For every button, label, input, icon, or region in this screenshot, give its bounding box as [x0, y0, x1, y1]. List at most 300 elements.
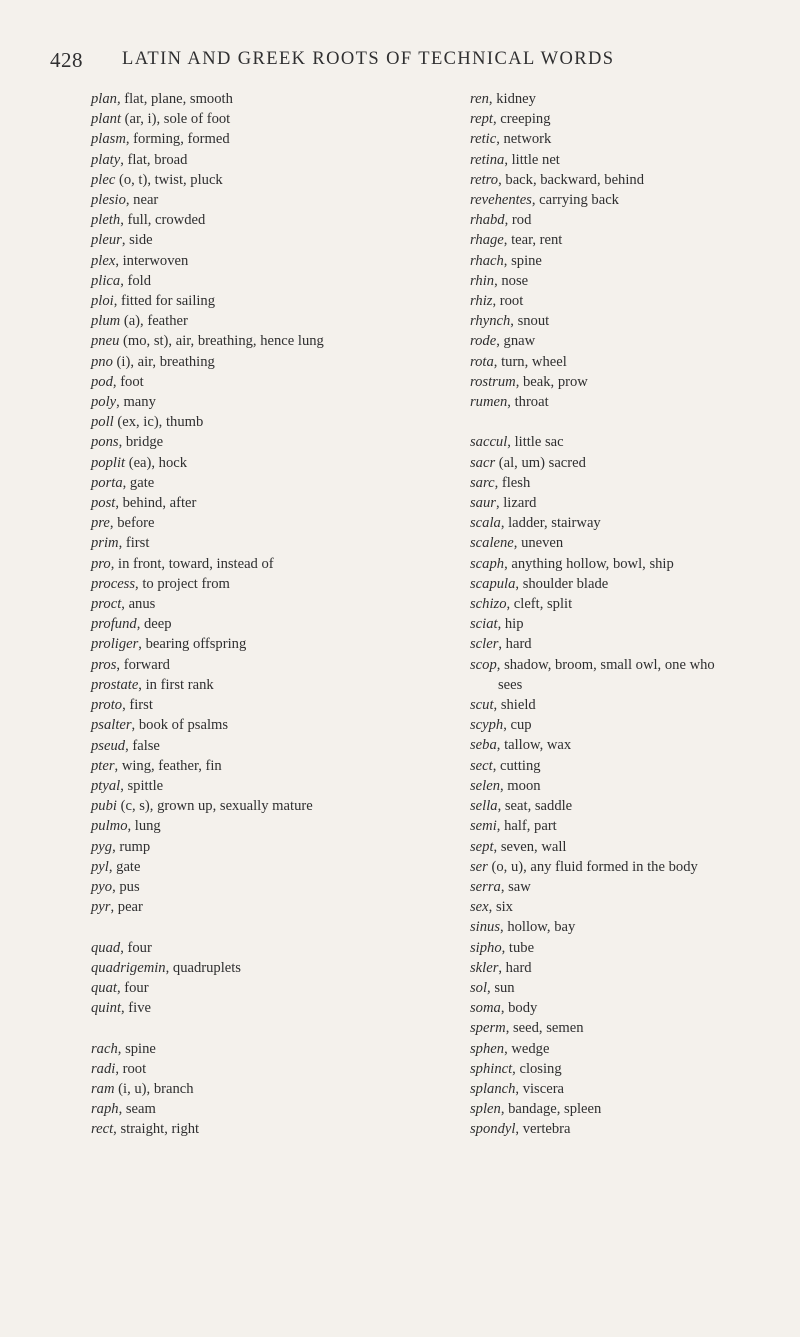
entry-root: rota	[470, 353, 494, 370]
entry-definition: , spittle	[120, 777, 164, 794]
glossary-entry	[91, 190, 421, 210]
entry-root: sphinct	[470, 1060, 513, 1077]
glossary-entry	[470, 372, 790, 392]
glossary-entry	[470, 331, 790, 351]
entry-definition: (i), air, breathing	[112, 353, 215, 370]
entry-root: plasm	[91, 131, 126, 148]
glossary-entry	[470, 735, 790, 755]
entry-root: pyg	[91, 838, 113, 855]
entry-root: rept	[470, 111, 493, 128]
entry-root: rhage	[470, 232, 504, 249]
left-column	[91, 89, 421, 1140]
entry-root: pleur	[91, 232, 122, 249]
entry-root: saur	[470, 495, 496, 512]
entry-definition: , cup	[503, 717, 532, 734]
entry-root: rumen	[470, 394, 508, 411]
entry-root: sinus	[470, 919, 501, 936]
entry-root: poly	[91, 394, 117, 411]
entry-definition: , anus	[121, 596, 156, 613]
entry-root: retic	[470, 131, 497, 148]
glossary-entry	[91, 837, 421, 857]
entry-definition: , seam	[118, 1101, 156, 1118]
entry-definition: (al, um) sacred	[495, 454, 586, 471]
entry-root: psalter	[91, 717, 132, 734]
entry-definition: , spine	[117, 1040, 156, 1057]
entry-root: scut	[470, 697, 494, 714]
entry-root: splanch	[470, 1080, 516, 1097]
glossary-entry	[91, 331, 421, 351]
entry-definition: , seat, saddle	[497, 798, 573, 815]
entry-root: raph	[91, 1101, 119, 1118]
section-gap	[470, 412, 790, 432]
entry-root: sept	[470, 838, 494, 855]
entry-definition: , fitted for sailing	[113, 293, 216, 310]
entry-root: porta	[91, 474, 123, 491]
glossary-entry	[91, 150, 421, 170]
entry-definition: , near	[125, 192, 159, 209]
entry-definition: , creeping	[492, 111, 551, 128]
entry-root: quad	[91, 939, 121, 956]
entry-definition: , uneven	[513, 535, 564, 552]
entry-definition: , gate	[122, 474, 155, 491]
entry-root: rhynch	[470, 313, 511, 330]
entry-definition: , beak, prow	[515, 373, 588, 390]
entry-root: rostrum	[470, 373, 516, 390]
entry-root: plec	[91, 171, 116, 188]
entry-definition: , many	[116, 394, 156, 411]
entry-root: pno	[91, 353, 113, 370]
glossary-entry	[470, 311, 790, 331]
glossary-entry	[91, 574, 421, 594]
entry-root: pyl	[91, 858, 109, 875]
entry-definition: , interwoven	[115, 252, 189, 269]
glossary-entry	[470, 715, 790, 735]
entry-definition: , gnaw	[496, 333, 536, 350]
glossary-entry	[91, 271, 421, 291]
glossary-entry	[91, 1099, 421, 1119]
entry-root: quat	[91, 979, 117, 996]
entry-root: sciat	[470, 616, 498, 633]
entry-definition: , root	[115, 1060, 147, 1077]
glossary-entry	[470, 938, 790, 958]
entry-definition: , nose	[494, 272, 529, 289]
glossary-entry	[91, 392, 421, 412]
glossary-entry	[470, 352, 790, 372]
entry-root: rode	[470, 333, 497, 350]
entry-root: rach	[91, 1040, 118, 1057]
glossary-entry	[470, 1039, 790, 1059]
entry-root: rhin	[470, 272, 495, 289]
glossary-entry	[470, 917, 790, 937]
entry-definition: , wedge	[504, 1040, 550, 1057]
entry-root: proliger	[91, 636, 139, 653]
entry-definition: , pus	[112, 878, 140, 895]
glossary-entry	[470, 695, 790, 715]
entry-definition: , in front, toward, instead of	[110, 555, 274, 572]
entry-definition: , shield	[493, 697, 536, 714]
entry-root: radi	[91, 1060, 116, 1077]
entry-definition: , behind, after	[115, 495, 197, 512]
entry-definition: (a), feather	[120, 313, 188, 330]
glossary-entry	[91, 109, 421, 129]
entry-definition: (o, t), twist, pluck	[115, 171, 223, 188]
glossary-entry	[91, 756, 421, 776]
entry-root: pros	[91, 656, 117, 673]
glossary-entry	[91, 594, 421, 614]
glossary-entry	[470, 271, 790, 291]
entry-definition: , lizard	[495, 495, 537, 512]
entry-definition: , carrying back	[531, 192, 619, 209]
entry-root: scler	[470, 636, 499, 653]
entry-root: prostate	[91, 676, 139, 693]
glossary-entry	[470, 857, 790, 877]
entry-root: seba	[470, 737, 497, 754]
entry-root: ram	[91, 1080, 115, 1097]
entry-definition: , flesh	[494, 474, 531, 491]
entry-root: ren	[470, 91, 489, 107]
entry-definition: , six	[488, 899, 513, 916]
entry-root: sella	[470, 798, 498, 815]
entry-definition: , forming, formed	[125, 131, 230, 148]
entry-definition: , cutting	[492, 757, 541, 774]
glossary-entry	[470, 493, 790, 513]
entry-definition: , rod	[504, 212, 532, 229]
glossary-entry	[91, 352, 421, 372]
entry-root: schizo	[470, 596, 507, 613]
glossary-entry	[91, 533, 421, 553]
glossary-entry	[91, 614, 421, 634]
entry-definition: , little net	[504, 151, 560, 168]
entry-root: poll	[91, 414, 114, 431]
entry-root: scyph	[470, 717, 504, 734]
glossary-entry	[91, 857, 421, 877]
glossary-entry	[470, 1079, 790, 1099]
glossary-entry	[91, 675, 421, 695]
entry-root: rect	[91, 1121, 114, 1138]
entry-root: pod	[91, 373, 113, 390]
glossary-entry	[91, 251, 421, 271]
glossary-entry	[91, 634, 421, 654]
entry-definition: , five	[121, 1000, 151, 1017]
entry-definition: , hard	[498, 959, 532, 976]
entry-definition: , network	[496, 131, 552, 148]
entry-definition: (mo, st), air, breathing, hence lung	[119, 333, 324, 350]
entry-root: rhabd	[470, 212, 505, 229]
entry-root: ser	[470, 858, 488, 875]
entry-definition: , moon	[500, 777, 541, 794]
glossary-entry	[470, 129, 790, 149]
glossary-entry	[91, 554, 421, 574]
glossary-entry	[470, 958, 790, 978]
glossary-entry	[91, 776, 421, 796]
glossary-entry	[470, 190, 790, 210]
entry-root: scalene	[470, 535, 514, 552]
entry-root: soma	[470, 1000, 501, 1017]
entry-root: serra	[470, 878, 501, 895]
entry-root: scala	[470, 515, 501, 532]
entry-root: plum	[91, 313, 121, 330]
entry-root: pleth	[91, 212, 121, 229]
glossary-entry	[91, 1059, 421, 1079]
glossary-entry	[470, 776, 790, 796]
glossary-entry	[470, 473, 790, 493]
glossary-entry	[91, 230, 421, 250]
entry-definition: , root	[492, 293, 524, 310]
glossary-entry	[91, 816, 421, 836]
glossary-entry	[470, 1119, 790, 1139]
entry-root: revehentes	[470, 192, 532, 209]
entry-root: skler	[470, 959, 499, 976]
entry-definition: , gate	[108, 858, 141, 875]
glossary-entry	[470, 574, 790, 594]
entry-root: pulmo	[91, 818, 128, 835]
glossary-entry	[470, 837, 790, 857]
entry-root: plica	[91, 272, 121, 289]
glossary-entry	[91, 796, 421, 816]
entry-definition: , rump	[112, 838, 151, 855]
entry-root: pyr	[91, 899, 111, 916]
glossary-entry	[91, 736, 421, 756]
glossary-entry	[470, 634, 790, 654]
right-column	[470, 89, 790, 1140]
entry-definition: , shoulder blade	[515, 575, 609, 592]
entry-definition: , body	[500, 1000, 538, 1017]
glossary-entry	[470, 554, 790, 574]
entry-definition: , hip	[497, 616, 524, 633]
page-header	[50, 48, 750, 78]
entry-definition: , full, crowded	[120, 212, 206, 229]
entry-definition: , wing, feather, fin	[114, 757, 222, 774]
entry-definition: (c, s), grown up, sexually mature	[116, 798, 313, 815]
entry-root: plesio	[91, 192, 126, 209]
section-gap	[91, 917, 421, 937]
glossary-entry	[91, 958, 421, 978]
entry-root: platy	[91, 151, 121, 168]
entry-definition: , flat, broad	[120, 151, 188, 168]
entry-root: plant	[91, 111, 121, 128]
glossary-entry	[470, 170, 790, 190]
entry-definition: , tallow, wax	[496, 737, 572, 754]
entry-root: scaph	[470, 555, 505, 572]
entry-root: sipho	[470, 939, 502, 956]
entry-definition: (ar, i), sole of foot	[121, 111, 231, 128]
entry-root: poplit	[91, 454, 126, 471]
glossary-entry	[91, 311, 421, 331]
entry-definition: (i, u), branch	[114, 1080, 194, 1097]
entry-definition: , closing	[512, 1060, 562, 1077]
glossary-entry	[470, 675, 790, 695]
entry-definition: , first	[118, 535, 150, 552]
glossary-entry	[91, 998, 421, 1018]
glossary-entry	[91, 938, 421, 958]
entry-definition: , before	[109, 515, 155, 532]
glossary-entry	[470, 1099, 790, 1119]
glossary-entry	[470, 1059, 790, 1079]
entry-definition: , throat	[507, 394, 549, 411]
glossary-entry	[91, 655, 421, 675]
entry-root: semi	[470, 818, 497, 835]
entry-definition: , hard	[498, 636, 532, 653]
entry-root: sex	[470, 899, 489, 916]
glossary-entry	[91, 1119, 421, 1139]
glossary-entry	[470, 392, 790, 412]
entry-root: sol	[470, 979, 488, 996]
entry-root: quint	[91, 1000, 121, 1017]
entry-root: pro	[91, 555, 111, 572]
entry-root: spondyl	[470, 1121, 516, 1138]
entry-definition: , bridge	[118, 434, 164, 451]
entry-root: post	[91, 495, 116, 512]
entry-root: pyo	[91, 878, 113, 895]
glossary-entry	[91, 210, 421, 230]
glossary-entry	[91, 129, 421, 149]
glossary-entry	[470, 533, 790, 553]
glossary-entry	[91, 493, 421, 513]
entry-definition: , to project from	[135, 575, 230, 592]
glossary-entry	[91, 1079, 421, 1099]
glossary-entry	[91, 897, 421, 917]
entry-definition: , anything hollow, bowl, ship	[504, 555, 674, 572]
entry-root: proct	[91, 596, 122, 613]
entry-definition: (ex, ic), thumb	[113, 414, 204, 431]
entry-definition: , in first rank	[138, 676, 214, 693]
glossary-entry	[91, 513, 421, 533]
glossary-entry	[91, 715, 421, 735]
glossary-entry	[470, 998, 790, 1018]
entry-definition: , shadow, broom, small owl, one who	[496, 656, 715, 673]
entry-root: pter	[91, 757, 115, 774]
entry-definition: , foot	[112, 373, 144, 390]
glossary-entry	[470, 978, 790, 998]
glossary-entry	[91, 453, 421, 473]
entry-definition: , bearing offspring	[138, 636, 247, 653]
glossary-entry	[470, 109, 790, 129]
entry-definition: , book of psalms	[131, 717, 229, 734]
entry-definition: , fold	[120, 272, 151, 289]
entry-definition: , cleft, split	[506, 596, 573, 613]
entry-definition: , sun	[487, 979, 515, 996]
glossary-entry	[470, 150, 790, 170]
glossary-entry	[91, 978, 421, 998]
glossary-entry	[470, 251, 790, 271]
entry-definition: , pear	[110, 899, 143, 916]
entry-definition: , bandage, spleen	[500, 1101, 602, 1118]
entry-root: profund	[91, 616, 137, 633]
entry-root: rhiz	[470, 293, 493, 310]
entry-root: proto	[91, 697, 123, 714]
entry-definition: , back, backward, behind	[498, 171, 644, 188]
entry-definition: , half, part	[496, 818, 557, 835]
glossary-entry	[470, 756, 790, 776]
entry-definition: , lung	[127, 818, 161, 835]
entry-root: prim	[91, 535, 119, 552]
entry-root: pneu	[91, 333, 120, 350]
glossary-entry	[470, 291, 790, 311]
glossary-entry	[470, 816, 790, 836]
entry-root: selen	[470, 777, 500, 794]
entry-root: scapula	[470, 575, 516, 592]
glossary-entry	[470, 453, 790, 473]
entry-definition: , deep	[136, 616, 172, 633]
entry-root: pons	[91, 434, 119, 451]
glossary-entry	[470, 655, 790, 675]
glossary-entry	[470, 897, 790, 917]
entry-continuation: sees	[498, 676, 523, 693]
glossary-entry	[91, 1039, 421, 1059]
entry-root: retro	[470, 171, 499, 188]
entry-definition: , side	[121, 232, 153, 249]
glossary-entry	[470, 432, 790, 452]
entry-definition: , forward	[116, 656, 170, 673]
entry-definition: , quadruplets	[165, 959, 241, 976]
entry-root: ploi	[91, 293, 114, 310]
entry-root: pre	[91, 515, 110, 532]
entry-definition: , four	[116, 979, 149, 996]
entry-definition: , seven, wall	[493, 838, 567, 855]
entry-root: quadrigemin	[91, 959, 166, 976]
entry-root: process	[91, 575, 136, 592]
entry-definition: , viscera	[515, 1080, 565, 1097]
glossary-entry	[470, 614, 790, 634]
entry-definition: , turn, wheel	[493, 353, 567, 370]
glossary-entry	[470, 513, 790, 533]
entry-root: plex	[91, 252, 116, 269]
entry-definition: , ladder, stairway	[500, 515, 601, 532]
glossary-entry	[470, 594, 790, 614]
glossary-entry	[470, 796, 790, 816]
glossary-entry	[470, 877, 790, 897]
glossary-entry	[91, 877, 421, 897]
glossary-entry	[91, 412, 421, 432]
entry-definition: (o, u), any fluid formed in the body	[487, 858, 698, 875]
entry-root: pseud	[91, 737, 126, 754]
entry-root: scop	[470, 656, 497, 673]
entry-definition: , kidney	[488, 91, 536, 107]
glossary-entry	[91, 89, 421, 109]
glossary-entry	[91, 372, 421, 392]
entry-definition: , little sac	[507, 434, 564, 451]
page-number: 428	[50, 48, 83, 72]
entry-definition: , hollow, bay	[500, 919, 576, 936]
entry-root: saccul	[470, 434, 508, 451]
glossary-entry	[91, 695, 421, 715]
entry-definition: , saw	[500, 878, 531, 895]
entry-definition: , four	[120, 939, 152, 956]
entry-definition: , flat, plane, smooth	[116, 91, 233, 107]
entry-root: sperm	[470, 1020, 506, 1037]
entry-root: sect	[470, 757, 493, 774]
entry-definition: , vertebra	[515, 1121, 571, 1138]
entry-definition: , snout	[510, 313, 550, 330]
entry-definition: , straight, right	[113, 1121, 200, 1138]
entry-root: pubi	[91, 798, 117, 815]
entry-definition: , first	[122, 697, 153, 714]
entry-root: rhach	[470, 252, 504, 269]
entry-root: splen	[470, 1101, 501, 1118]
entry-root: sphen	[470, 1040, 505, 1057]
glossary-entry	[91, 473, 421, 493]
glossary-entry	[91, 291, 421, 311]
entry-definition: , tube	[501, 939, 535, 956]
glossary-entry	[91, 432, 421, 452]
entry-root: sarc	[470, 474, 495, 491]
entry-root: retina	[470, 151, 505, 168]
glossary-entry	[470, 230, 790, 250]
glossary-entry	[470, 210, 790, 230]
entry-root: plan	[91, 91, 117, 107]
entry-definition: , spine	[503, 252, 542, 269]
entry-definition: , false	[125, 737, 160, 754]
